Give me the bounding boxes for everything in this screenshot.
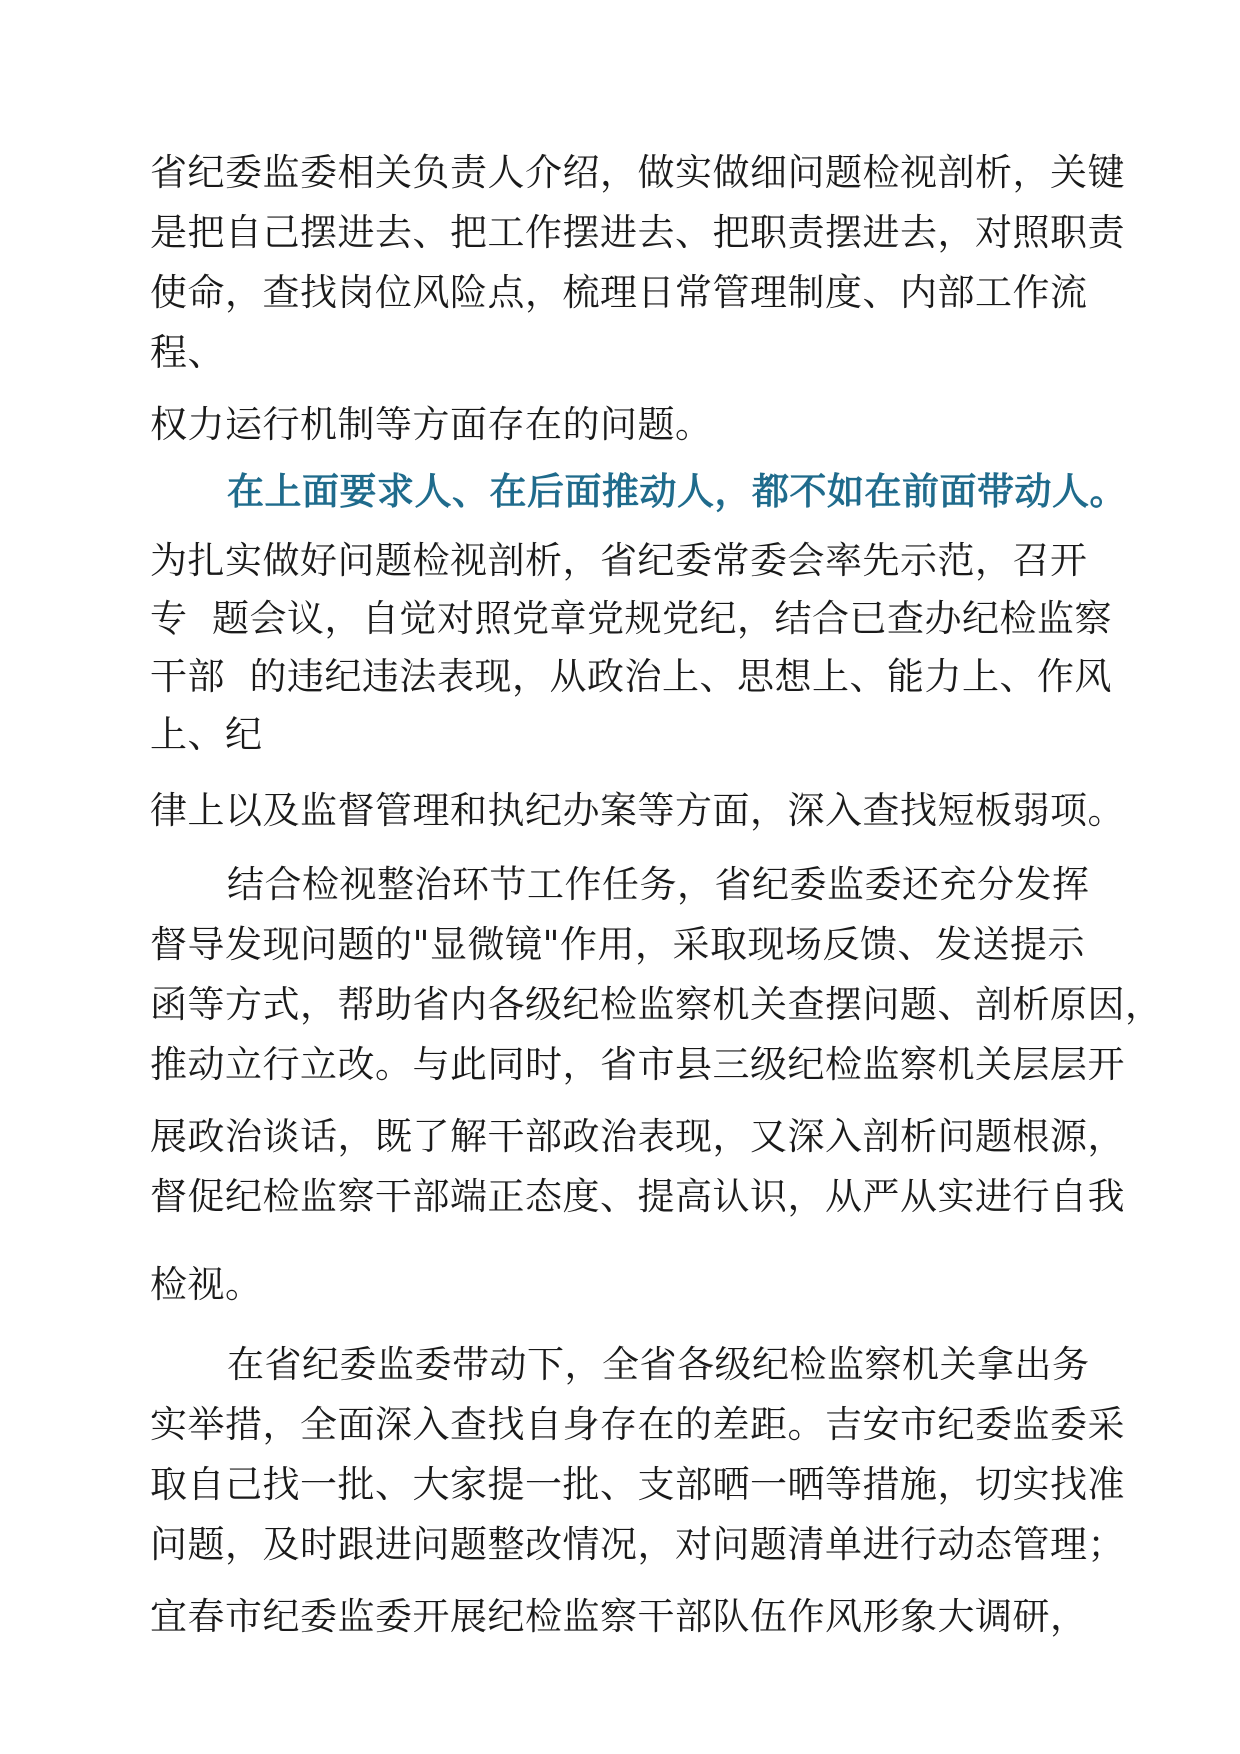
text-line: 宜春市纪委监委开展纪检监察干部队伍作风形象大调研， bbox=[150, 1595, 1088, 1638]
text-line: 使命，查找岗位风险点，梳理日常管理制度、内部工作流 bbox=[150, 271, 1088, 314]
section-heading: 在上面要求人、在后面推动人，都不如在前面带动人。 bbox=[227, 469, 1127, 513]
text-line: 权力运行机制等方面存在的问题。 bbox=[150, 403, 713, 446]
text-line: 推动立行立改。与此同时，省市县三级纪检监察机关层层开 bbox=[150, 1043, 1125, 1086]
text-line: 取自己找一批、大家提一批、支部晒一晒等措施，切实找准 bbox=[150, 1463, 1125, 1506]
text-line: 律上以及监督管理和执纪办案等方面，深入查找短板弱项。 bbox=[150, 789, 1125, 832]
text-line: 上、纪 bbox=[150, 713, 263, 756]
text-line: 检视。 bbox=[150, 1263, 263, 1306]
text-line: 干部 的违纪违法表现，从政治上、思想上、能力上、作风 bbox=[150, 655, 1113, 698]
text-line: 问题，及时跟进问题整改情况，对问题清单进行动态管理； bbox=[150, 1523, 1125, 1566]
text-line: 程、 bbox=[150, 331, 225, 374]
text-line: 是把自己摆进去、把工作摆进去、把职责摆进去，对照职责 bbox=[150, 211, 1125, 254]
text-line: 专 题会议，自觉对照党章党规党纪，结合已查办纪检监察 bbox=[150, 597, 1113, 640]
text-line: 在省纪委监委带动下，全省各级纪检监察机关拿出务 bbox=[227, 1343, 1090, 1386]
text-line: 为扎实做好问题检视剖析，省纪委常委会率先示范，召开 bbox=[150, 539, 1088, 582]
text-line: 结合检视整治环节工作任务，省纪委监委还充分发挥 bbox=[227, 863, 1090, 906]
text-line: 函等方式，帮助省内各级纪检监察机关查摆问题、剖析原因， bbox=[150, 983, 1163, 1026]
text-line: 省纪委监委相关负责人介绍，做实做细问题检视剖析，关键 bbox=[150, 151, 1125, 194]
text-line: 实举措，全面深入查找自身存在的差距。吉安市纪委监委采 bbox=[150, 1403, 1125, 1446]
text-line: 督促纪检监察干部端正态度、提高认识，从严从实进行自我 bbox=[150, 1175, 1125, 1218]
text-line: 展政治谈话，既了解干部政治表现，又深入剖析问题根源， bbox=[150, 1115, 1125, 1158]
text-line: 督导发现问题的"显微镜"作用，采取现场反馈、发送提示 bbox=[150, 923, 1086, 966]
